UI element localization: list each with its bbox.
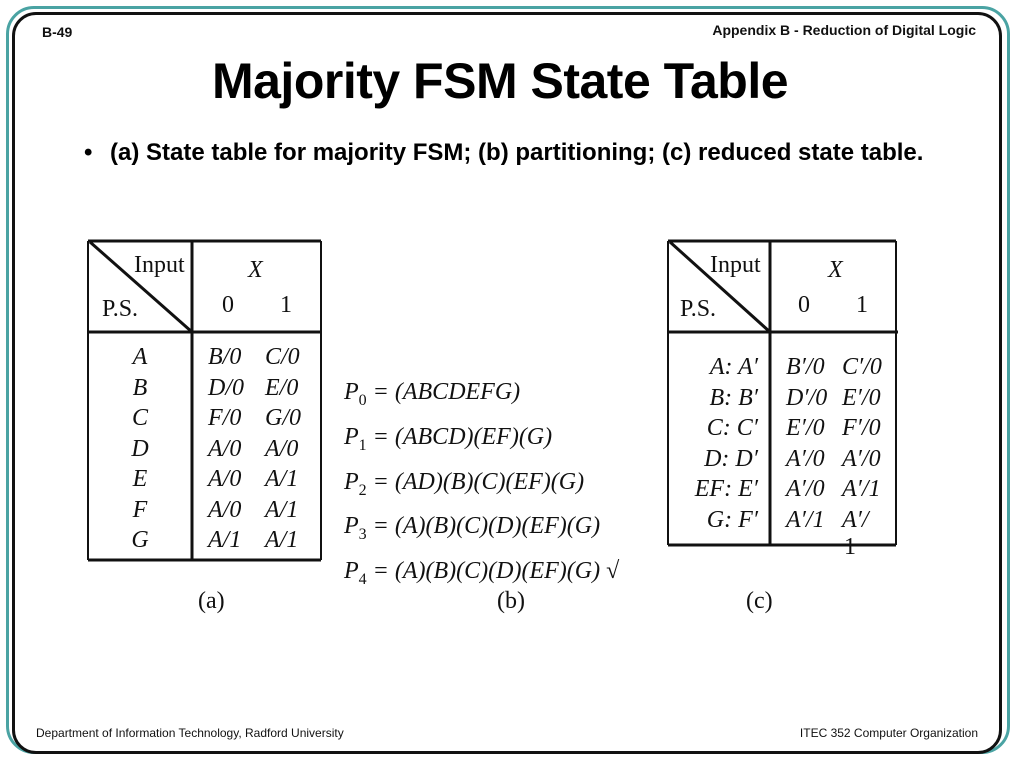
table-c-corner-input: Input [710, 252, 761, 278]
footer-right: ITEC 352 Computer Organization [799, 726, 978, 740]
table-c-cell: F′/0 [842, 415, 881, 441]
table-c-cell: B′/0 [786, 354, 825, 380]
table-c-ps: G: F′ [706, 506, 758, 533]
table-c-input-var: X [828, 257, 843, 283]
table-a-ps: B [132, 374, 148, 401]
table-a-ps: E [132, 466, 148, 492]
table-c-cell: C′/0 [842, 354, 882, 380]
table-a-ps: C [131, 405, 148, 431]
table-c-cell: A′/0 [786, 445, 825, 472]
table-a-col1: 1 [280, 292, 292, 318]
table-c-ps: D: D′ [704, 445, 758, 472]
caption-a: (a) [198, 588, 225, 614]
table-a-cell: F/0 [208, 405, 242, 431]
table-c-col0-values [786, 352, 827, 535]
table-a-cell: A/1 [265, 466, 299, 492]
bullet-text: (a) State table for majority FSM; (b) partitioning; (c) reduced state table. [110, 139, 924, 166]
table-c-ps: A: A′ [709, 354, 758, 380]
table-a-ps: G [131, 527, 149, 553]
table-a-cell: A/1 [208, 527, 242, 553]
table-a-input-var: X [248, 257, 263, 283]
partition-line: $P_4 = (A)(B)(C)(D)(EF)(G)$ √ [344, 558, 620, 588]
table-c-cell: E′/0 [786, 415, 825, 441]
partition-line: $P_0$ = (ABCDEFG) [344, 379, 521, 409]
table-a-cell: A/0 [208, 466, 242, 492]
table-c-ps: EF: E′ [694, 476, 758, 502]
bullet-dot-icon: • [84, 139, 93, 166]
footer-left: Department of Information Technology, Radford University [36, 726, 344, 740]
table-c-cell: A′/0 [786, 476, 825, 502]
table-a-corner-ps: P.S. [102, 296, 139, 322]
table-a-ps: D [131, 435, 149, 462]
table-a-cell: E/0 [265, 374, 299, 401]
table-c-cell: D′/0 [786, 384, 828, 411]
table-a-ps: F [132, 496, 148, 523]
table-a-cell: A/0 [208, 435, 242, 462]
caption-c: (c) [746, 588, 773, 614]
table-c-col1: 1 [856, 292, 868, 318]
table-c-col1-values [842, 352, 882, 535]
table-a-col0: 0 [222, 292, 234, 318]
table-a-cell: A/1 [265, 527, 299, 553]
caption-b: (b) [497, 588, 525, 614]
table-a-col0-values [208, 342, 244, 556]
table-a-cell: C/0 [265, 344, 300, 370]
table-c-cell: E′/0 [842, 384, 881, 411]
page-title: Majority FSM State Table [211, 53, 789, 109]
table-a-cell: B/0 [208, 344, 242, 370]
table-a-cell: A/0 [208, 496, 242, 523]
table-c-corner-ps: P.S. [680, 296, 717, 322]
table-c-cell: A′/ [842, 506, 869, 533]
table-c-cell: A′/1 [786, 506, 825, 533]
table-a-ps-column [130, 342, 150, 556]
partition-list [344, 374, 619, 598]
table-a-cell: D/0 [208, 374, 244, 401]
appendix-label: Appendix B - Reduction of Digital Logic [712, 22, 976, 38]
partition-line: $P_1$ = (ABCD)(EF)(G) [344, 423, 553, 454]
table-a-ps: A [132, 344, 148, 370]
table-c-col0: 0 [798, 292, 810, 318]
table-a-corner-input: Input [134, 252, 185, 278]
table-c-cell: A′/1 [842, 476, 881, 502]
table-c-ps: B: B′ [709, 384, 758, 411]
table-c-overflow: 1 [844, 534, 856, 560]
table-a-col1-values [265, 342, 301, 556]
table-c-cell: A′/0 [842, 445, 881, 472]
table-a-cell: A/0 [265, 435, 299, 462]
table-c-ps: C: C′ [706, 415, 758, 441]
partition-line: $P_2 = (AD)(B)(C)(EF)(G)$ [344, 468, 585, 499]
table-a-cell: G/0 [265, 405, 301, 431]
slide-number: B-49 [42, 24, 73, 40]
table-a-cell: A/1 [265, 496, 299, 523]
table-c-ps-column [672, 352, 758, 535]
partition-line: $P_3 = (A)(B)(C)(D)(EF)(G)$ [344, 513, 601, 544]
